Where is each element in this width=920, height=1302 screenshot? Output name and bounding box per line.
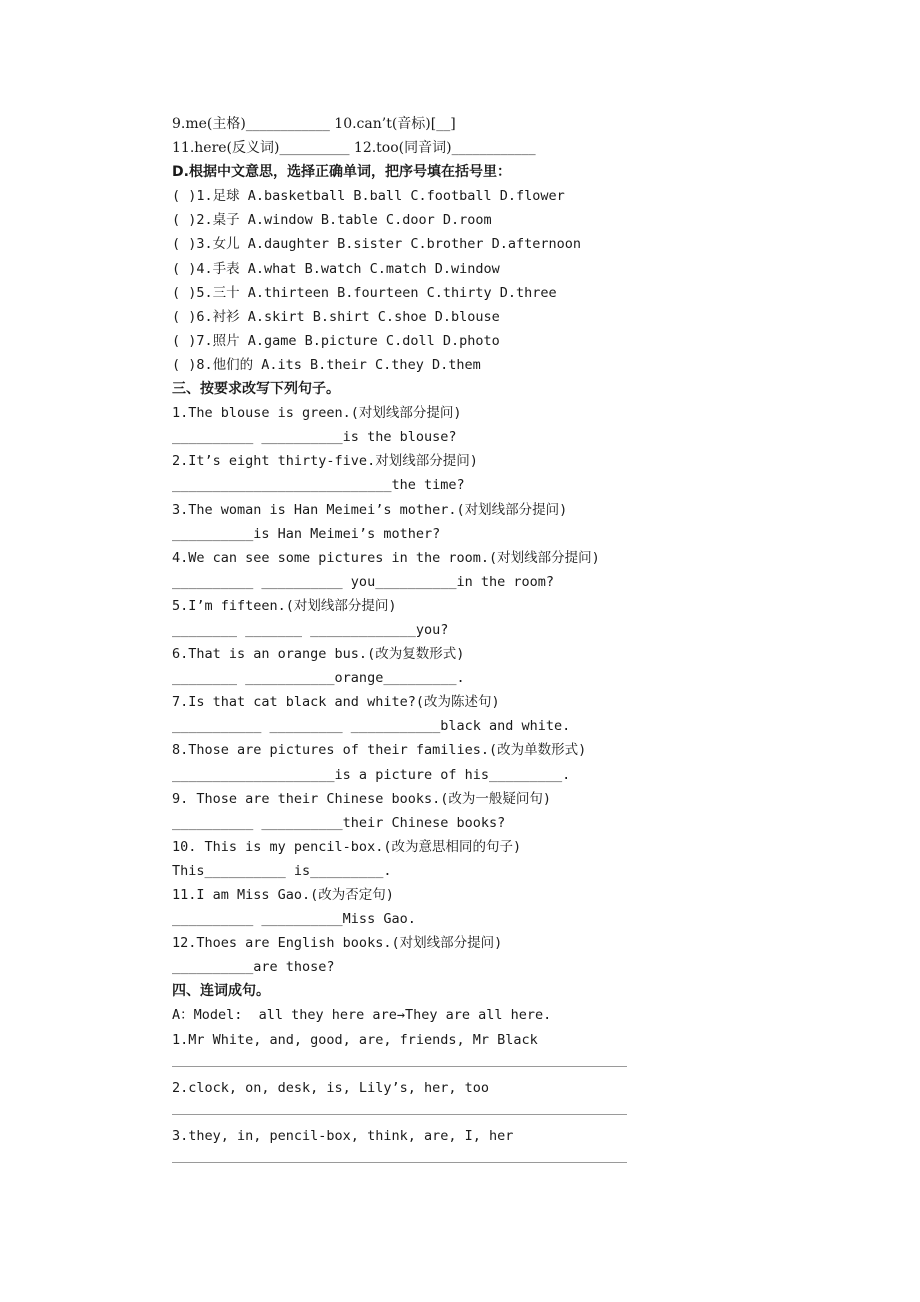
- rewrite-question-10: 10. This is my pencil-box.(改为意思相同的句子): [172, 838, 522, 855]
- word-order-item-2: 2.clock, on, desk, is, Lily’s, her, too: [172, 1079, 489, 1096]
- choice-item-2: ( )2.桌子 A.window B.table C.door D.room: [172, 212, 492, 229]
- choice-item-4: ( )4.手表 A.what B.watch C.match D.window: [172, 260, 500, 277]
- rewrite-answer-5: ________ _______ _____________you?: [172, 621, 449, 638]
- rewrite-question-2: 2.It’s eight thirty-five.对划线部分提问): [172, 453, 478, 470]
- rewrite-answer-2: ___________________________the time?: [172, 477, 465, 494]
- section-3-heading: 三、按要求改写下列句子。: [172, 381, 340, 398]
- rewrite-answer-4: __________ __________ you__________in the room?: [172, 573, 555, 590]
- exercise-line-9-10: 9.me(主格)____________ 10.can’t(音标)[__]: [172, 116, 456, 132]
- choice-item-6: ( )6.衬衫 A.skirt B.shirt C.shoe D.blouse: [172, 308, 500, 325]
- worksheet-page: [172, 112, 642, 1172]
- rewrite-answer-6: ________ ___________orange_________.: [172, 670, 465, 687]
- rewrite-answer-11: __________ __________Miss Gao.: [172, 911, 416, 928]
- rewrite-question-5: 5.I’m fifteen.(对划线部分提问): [172, 597, 397, 614]
- choice-item-5: ( )5.三十 A.thirteen B.fourteen C.thirty D.three: [172, 284, 557, 301]
- rewrite-question-6: 6.That is an orange bus.(改为复数形式): [172, 646, 465, 663]
- choice-item-8: ( )8.他们的 A.its B.their C.they D.them: [172, 356, 481, 373]
- answer-rule: [172, 1162, 627, 1163]
- word-order-item-1: 1.Mr White, and, good, are, friends, Mr Black: [172, 1031, 538, 1048]
- rewrite-answer-3: __________is Han Meimei’s mother?: [172, 525, 441, 542]
- rewrite-question-11: 11.I am Miss Gao.(改为否定句): [172, 887, 394, 903]
- answer-line-3: [172, 1148, 642, 1172]
- answer-line-1: [172, 1052, 642, 1076]
- choice-item-7: ( )7.照片 A.game B.picture C.doll D.photo: [172, 332, 500, 349]
- rewrite-question-7: 7.Is that cat black and white?(改为陈述句): [172, 694, 500, 711]
- answer-rule: [172, 1066, 627, 1067]
- section-4-heading: 四、连词成句。: [172, 983, 270, 1000]
- rewrite-question-8: 8.Those are pictures of their families.(改为单数形式): [172, 742, 587, 759]
- word-order-item-3: 3.they, in, pencil-box, think, are, I, her: [172, 1127, 514, 1144]
- section-d-heading: D.根据中文意思，选择正确单词，把序号填在括号里：: [172, 164, 511, 181]
- rewrite-answer-10: This__________ is_________.: [172, 862, 392, 879]
- rewrite-answer-1: __________ __________is the blouse?: [172, 429, 457, 446]
- rewrite-question-4: 4.We can see some pictures in the room.(对划线部分提问): [172, 549, 600, 566]
- rewrite-answer-9: __________ __________their Chinese books?: [172, 814, 506, 831]
- model-example: A：Model: all they here are→They are all here.: [172, 1007, 552, 1024]
- rewrite-answer-12: __________are those?: [172, 959, 335, 976]
- answer-rule: [172, 1114, 627, 1115]
- rewrite-answer-7: ___________ _________ ___________black and white.: [172, 718, 571, 735]
- rewrite-question-12: 12.Thoes are English books.(对划线部分提问): [172, 935, 503, 952]
- rewrite-answer-8: ____________________is a picture of his_________.: [172, 766, 571, 783]
- choice-item-1: ( )1.足球 A.basketball B.ball C.football D.flower: [172, 188, 565, 205]
- rewrite-question-3: 3.The woman is Han Meimei’s mother.(对划线部分提问): [172, 501, 568, 518]
- rewrite-question-9: 9. Those are their Chinese books.(改为一般疑问句): [172, 790, 551, 807]
- answer-line-2: [172, 1100, 642, 1124]
- choice-item-3: ( )3.女儿 A.daughter B.sister C.brother D.afternoon: [172, 236, 582, 253]
- exercise-line-11-12: 11.here(反义词)__________ 12.too(同音词)____________: [172, 140, 536, 157]
- rewrite-question-1: 1.The blouse is green.(对划线部分提问): [172, 405, 462, 422]
